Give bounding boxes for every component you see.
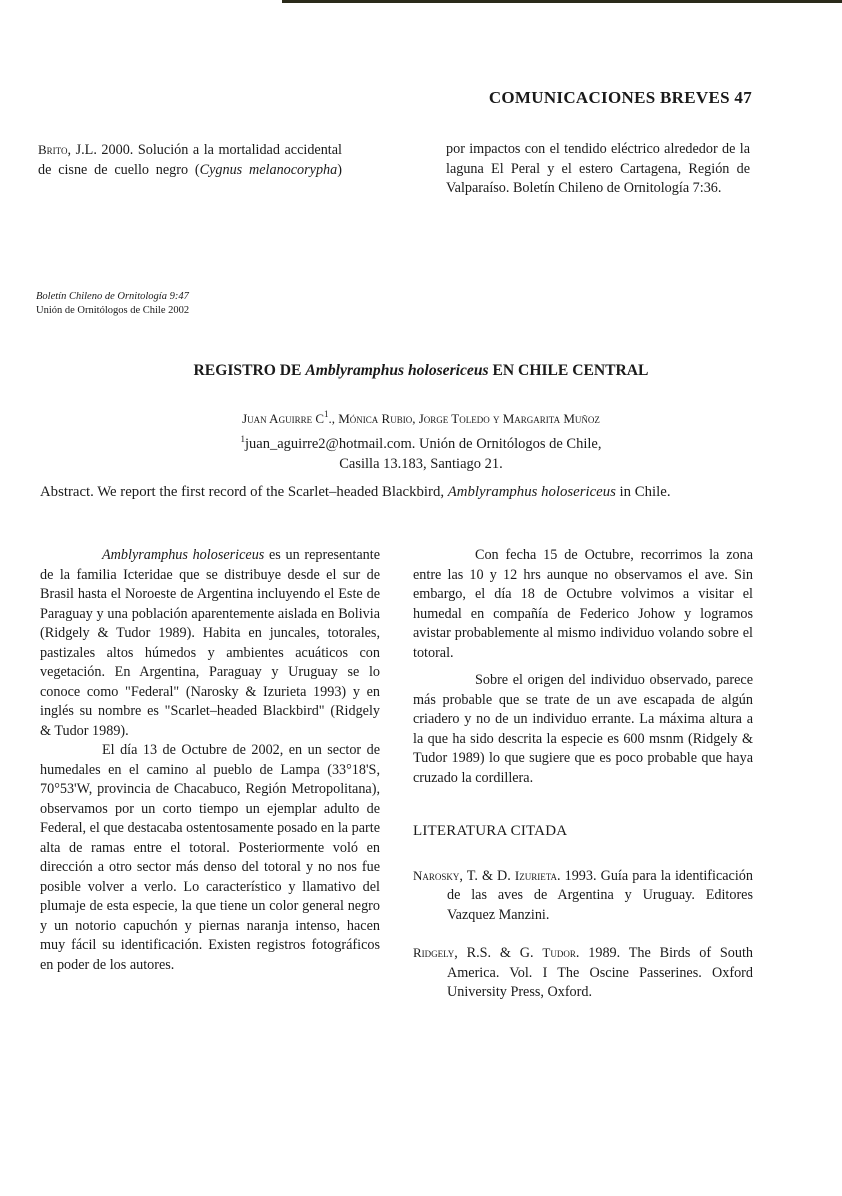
body-paragraph-2: El día 13 de Octubre de 2002, en un sector de humedales en el camino al pueblo de Lampa (33°18'S, 70°53'W, provincia de Chacabuco, Región Metropolitana), observamos por un corto tiempo un ejemplar adulto de Federal, el que destacaba ostentosamente posado en la parte alta de ramas entre el totoral. Posteriormente voló en dirección a otro sector más denso del totoral y no nos fue posible volver a verlo. Lo característico y llamativo del plumaje de esta especie, la que tiene un color general negro y un notorio capuchón y piernas naranja intenso, hacen muy fácil su identificación. Existen registros fotográficos en poder de los autores.: [40, 742, 380, 973]
body-paragraph-1: Amblyramphus holosericeus es un representante de la familia Icteridae que se distribuye desde el sur de Brasil hasta el Noroeste de Argentina incluyendo el Este de Paraguay y una población aparentemente aislada en Bolivia (Ridgely & Tudor 1989). Habita en juncales, totorales, pastizales altos húmedos y ambientes acuáticos con vegetación. En Argentina, Paraguay y Uruguay se lo conoce como "Federal" (Narosky & Izurieta 1993) y en inglés su nombre es "Scarlet–headed Blackbird" (Ridgely & Tudor 1989).: [40, 547, 380, 739]
prev-ref-text-a: , J.L. 2000. Solución a la mortalidad accidental de cisne de cuello negro (: [38, 142, 342, 178]
literature-heading: LITERATURA CITADA: [413, 823, 568, 839]
authors-block: [0, 404, 842, 474]
body-right-column: [413, 546, 753, 1021]
literature-item: Ridgely, R.S. & G. Tudor. 1989. The Birds of South America. Vol. I The Oscine Passerines. Oxford University Press, Oxford.: [413, 945, 753, 1000]
literature-item: Narosky, T. & D. Izurieta. 1993. Guía para la identificación de las aves de Argentina y Uruguay. Editores Vazquez Manzini.: [413, 867, 753, 923]
article-title: REGISTRO DE Amblyramphus holosericeus EN CHILE CENTRAL: [193, 362, 649, 379]
author-names: Juan Aguirre $C^1$., Mónica Rubio, Jorge Toledo y Margarita Muñoz: [242, 409, 600, 426]
body-paragraph-4: Sobre el origen del individuo observado, parece más probable que se trate de un ave escapada de algún criadero y no de un individuo errante. La máxima altura a la que ha sido descrita la especie es 600 msnm (Ridgely & Tudor 1989) lo que sugiere que es poco probable que haya cruzado la cordillera.: [413, 672, 753, 786]
author-address: Casilla 13.183, Santiago 21.: [339, 455, 503, 472]
journal-publisher: Unión de Ornitólogos de Chile 2002: [36, 305, 190, 316]
prev-ref-text-b: ) por impactos con el tendido eléctrico alrededor de la laguna El Peral y el estero Cartagena, Región de Valparaíso. Boletín Chileno de Ornitología 7:36.: [337, 141, 750, 196]
scan-edge-line: [282, 0, 842, 3]
prev-reference-left: [38, 140, 750, 218]
body-paragraph-3: Con fecha 15 de Octubre, recorrimos la zona entre las 10 y 12 hrs aunque no observamos el ave. Sin embargo, el día 18 de Octubre volvimos a visitar el humedal en compañía de Federico Johow y logramos avistar probablemente al mismo individuo volando sobre el totoral.: [413, 547, 753, 661]
prev-ref-author: Brito: [38, 142, 68, 157]
journal-name: Boletín Chileno de Ornitología 9:47: [36, 291, 189, 302]
title-species: Amblyramphus holosericeus: [305, 362, 489, 379]
abstract: Abstract. We report the first record of the Scarlet–headed Blackbird, Amblyramphus holosericeus in Chile.: [40, 484, 671, 500]
abstract-species: Amblyramphus holosericeus: [447, 484, 616, 500]
body-left-column: [40, 546, 380, 975]
journal-reference: [36, 290, 189, 318]
literature-list: [413, 866, 753, 1003]
prev-ref-species: Cygnus melanocorypha: [199, 161, 338, 178]
running-head: COMUNICACIONES BREVES 47: [488, 88, 752, 107]
author-affiliation: $^1$juan_aguirre2@hotmail.com. Unión de Ornitólogos de Chile,: [240, 433, 602, 452]
